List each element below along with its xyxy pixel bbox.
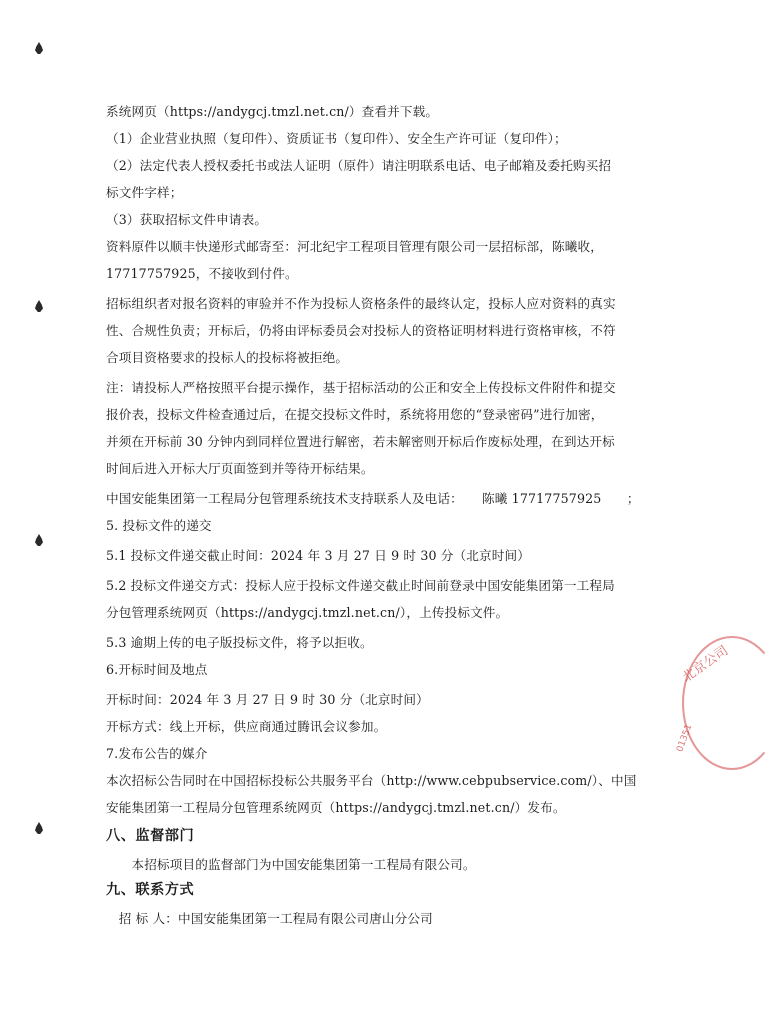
text-line-l26: 安能集团第一工程局分包管理系统网页（https://andygcj.tmzl.net.cn/）发布。 [106, 800, 566, 815]
text-line-l24: 7.发布公告的媒介 [106, 746, 208, 761]
section-heading-h8: 八、监督部门 [106, 828, 195, 844]
text-line-l25: 本次招标公告同时在中国招标投标公共服务平台（http://www.cebpubservice.com/）、中国 [106, 773, 637, 788]
text-line-l18: 5.2 投标文件递交方式：投标人应于投标文件递交截止时间前登录中国安能集团第一工程局 [106, 578, 615, 593]
text-line-l23: 开标方式：线上开标，供应商通过腾讯会议参加。 [106, 719, 387, 734]
svg-text:01351: 01351 [675, 723, 695, 754]
binding-hole-icon [35, 822, 43, 834]
text-line-l19: 分包管理系统网页（https://andygcj.tmzl.net.cn/），上传投标文件。 [106, 605, 509, 620]
binding-hole-icon [35, 300, 43, 312]
binding-hole-icon [35, 534, 43, 546]
text-line-l11: 注：请投标人严格按照平台提示操作，基于招标活动的公正和安全上传投标文件附件和提交 [106, 380, 616, 395]
text-line-l9: 性、合规性负责；开标后，仍将由评标委员会对投标人的资格证明材料进行资格审核，不符 [106, 323, 616, 338]
text-line-l2: （1）企业营业执照（复印件）、资质证书（复印件）、安全生产许可证（复印件）； [106, 131, 567, 146]
text-line-l16: 5. 投标文件的递交 [106, 518, 212, 533]
text-line-l14: 时间后进入开标大厅页面签到并等待开标结果。 [106, 461, 374, 476]
text-line-l7: 17717757925，不接收到付件。 [106, 266, 298, 281]
text-line-l17: 5.1 投标文件递交截止时间：2024 年 3 月 27 日 9 时 30 分（北京时间） [106, 548, 530, 563]
text-line-l20: 5.3 逾期上传的电子版投标文件，将予以拒收。 [106, 635, 373, 650]
text-line-l1: 系统网页（https://andygcj.tmzl.net.cn/）查看并下载。 [106, 104, 439, 119]
text-line-l12: 报价表，投标文件检查通过后，在提交投标文件时，系统将用您的“登录密码”进行加密， [106, 407, 604, 422]
text-line-l10: 合项目资格要求的投标人的投标将被拒绝。 [106, 350, 349, 365]
text-line-l21: 6.开标时间及地点 [106, 662, 208, 677]
svg-text:北京公司: 北京公司 [679, 643, 732, 686]
text-line-l30: 招 标 人：中国安能集团第一工程局有限公司唐山分公司 [106, 911, 433, 926]
text-line-l15: 中国安能集团第一工程局分包管理系统技术支持联系人及电话： 陈曦 17717757925 ； [106, 491, 640, 506]
text-line-l28: 本招标项目的监督部门为中国安能集团第一工程局有限公司。 [106, 857, 476, 872]
text-line-l4: 标文件字样； [106, 185, 183, 200]
text-line-l3: （2）法定代表人授权委托书或法人证明（原件）请注明联系电话、电子邮箱及委托购买招 [106, 158, 612, 173]
text-line-l6: 资料原件以顺丰快递形式邮寄至：河北纪宇工程项目管理有限公司一层招标部，陈曦收， [106, 239, 604, 254]
text-line-l8: 招标组织者对报名资料的审验并不作为投标人资格条件的最终认定，投标人应对资料的真实 [106, 296, 616, 311]
text-line-l5: （3）获取招标文件申请表。 [106, 212, 268, 227]
section-heading-h9: 九、联系方式 [106, 882, 195, 898]
text-line-l13: 并须在开标前 30 分钟内到同样位置进行解密，若未解密则开标后作废标处理，在到达开标 [106, 434, 615, 449]
official-seal-icon [672, 636, 732, 766]
binding-hole-icon [35, 42, 43, 54]
text-line-l22: 开标时间：2024 年 3 月 27 日 9 时 30 分（北京时间） [106, 692, 429, 707]
